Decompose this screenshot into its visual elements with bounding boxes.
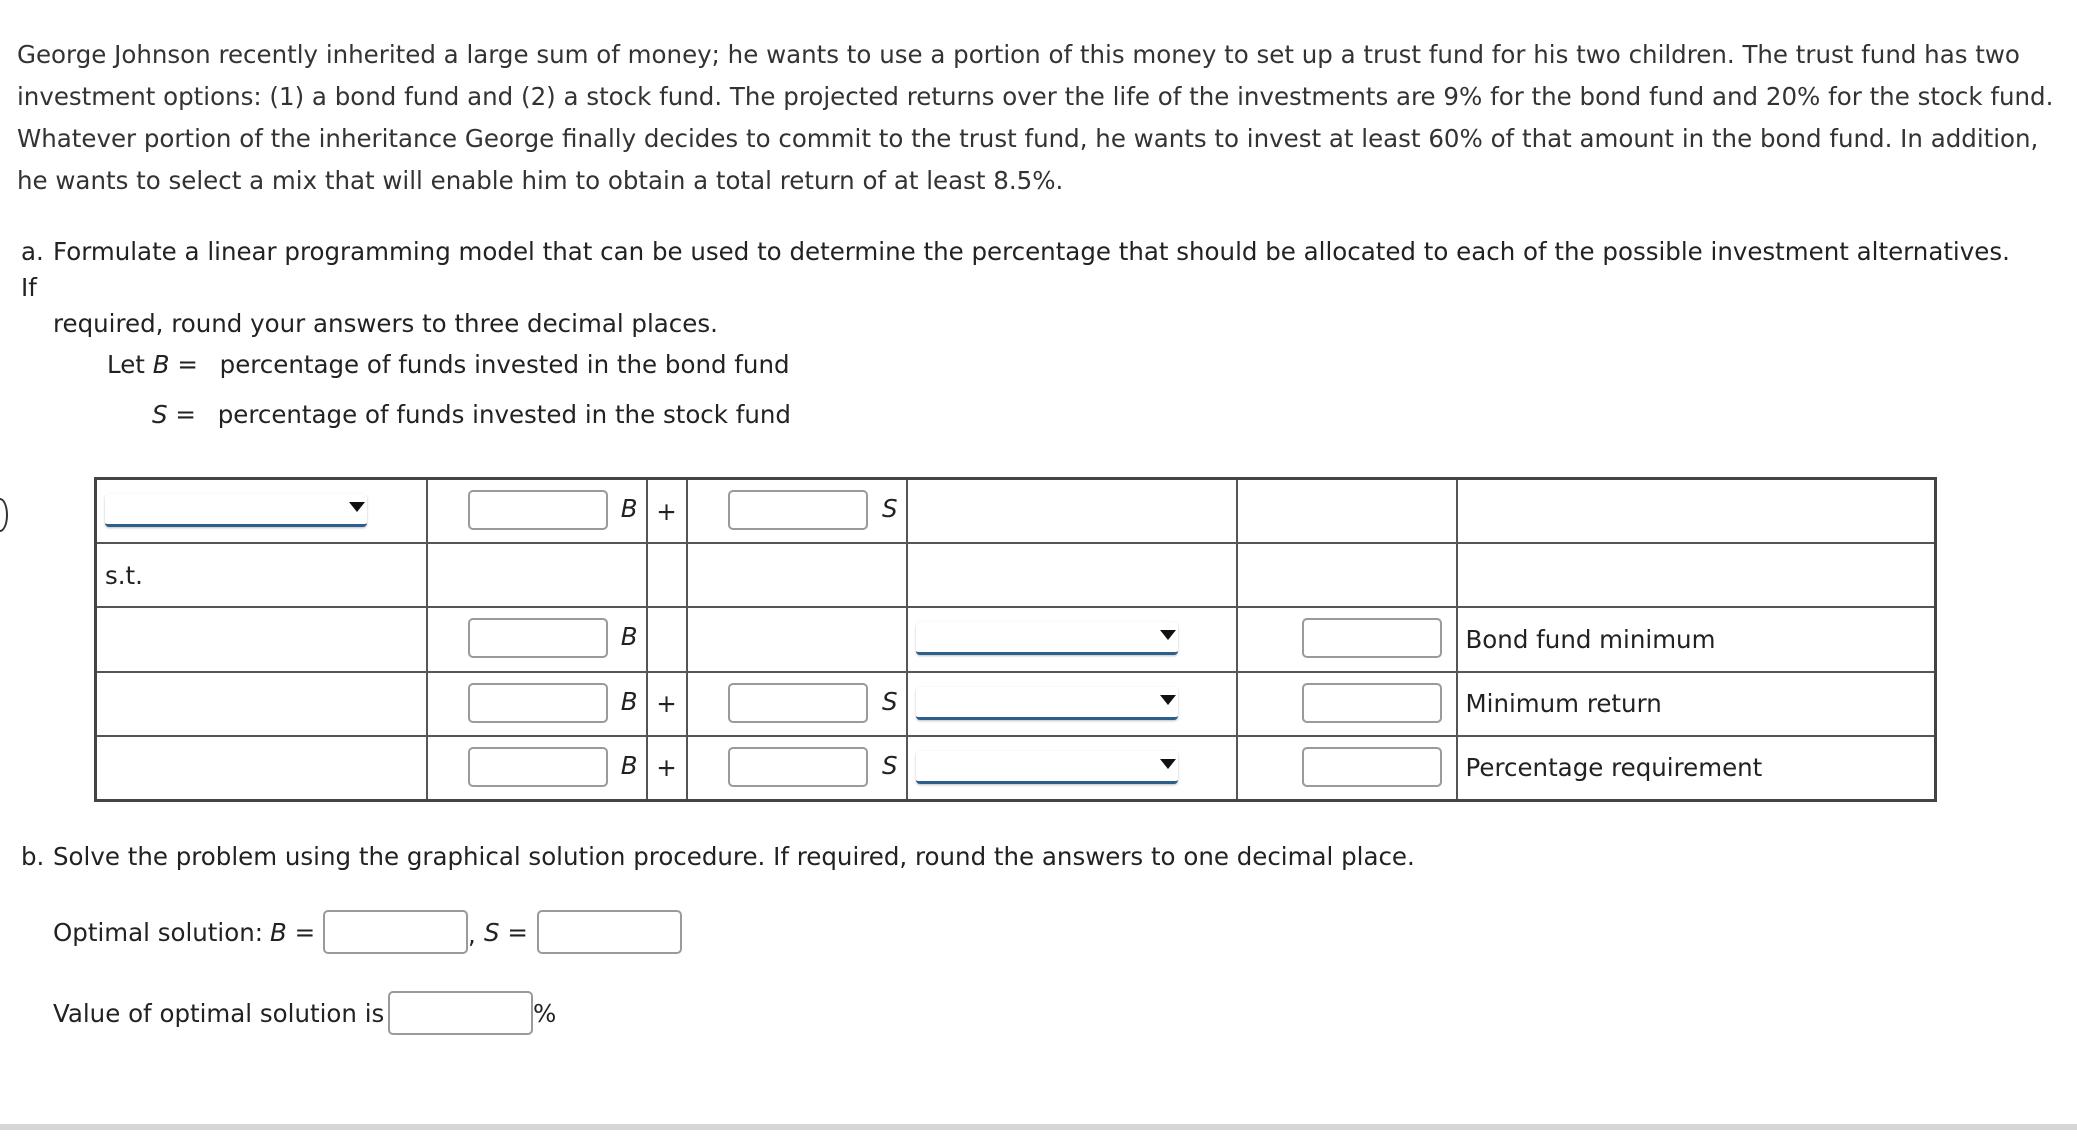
rhs-cell: [1237, 607, 1457, 671]
empty-cell: [1457, 543, 1936, 607]
empty-cell: [647, 607, 687, 671]
bottom-divider: [0, 1124, 2077, 1130]
plus-cell: +: [647, 672, 687, 736]
relation-cell: [907, 672, 1237, 736]
relation-cell: [907, 736, 1237, 801]
var-b: B: [270, 918, 287, 947]
b-equals-label: [270, 918, 315, 948]
part-a-instructions: [21, 234, 2021, 342]
var-s-label: S: [881, 494, 898, 523]
part-b-text: Solve the problem using the graphical solution procedure. If required, round the answers to one decimal place.: [53, 842, 1415, 871]
constraint3-rhs-input[interactable]: [1302, 747, 1442, 787]
empty-cell: [427, 543, 647, 607]
part-b-instructions: [21, 842, 2021, 872]
empty-cell: [907, 479, 1237, 544]
empty-cell: [1237, 479, 1457, 544]
b-definition: percentage of funds invested in the bond fund: [219, 350, 790, 379]
constraint3-s-coefficient-input[interactable]: [728, 747, 868, 787]
constraint-label: Bond fund minimum: [1457, 607, 1936, 671]
clipped-heading: [120, 0, 400, 4]
constraint2-relation-dropdown[interactable]: [916, 687, 1178, 720]
s-coef-cell: [687, 479, 907, 544]
optimal-value-label: Value of optimal solution is: [53, 999, 385, 1028]
objective-b-coefficient-input[interactable]: [468, 490, 608, 530]
optimal-s-input[interactable]: [537, 910, 682, 954]
equals: =: [507, 918, 528, 947]
constraint1-rhs-input[interactable]: [1302, 618, 1442, 658]
percent-sign: %: [533, 999, 557, 1028]
equals: =: [177, 350, 198, 379]
objective-dropdown[interactable]: [105, 494, 367, 527]
empty-cell: [1237, 543, 1457, 607]
s-coef-cell: [687, 736, 907, 801]
problem-statement: George Johnson recently inherited a large sum of money; he wants to use a portion of this money to set up a trust fund for his two children. The trust fund has two investment options: (1) a bond fund and (2) a stock fund. The projected returns over the life of the investments are 9% for the bond fund and 20% for the stock fund. Whatever portion of the inheritance George finally decides to commit to the trust fund, he wants to invest at least 60% of that amount in the bond fund. In addition, he wants to select a mix that will enable him to obtain a total return of at least 8.5%.: [17, 40, 2054, 195]
empty-cell: [96, 607, 427, 671]
optimal-b-input[interactable]: [323, 910, 468, 954]
constraint3-b-coefficient-input[interactable]: [468, 747, 608, 787]
constraint1-b-coefficient-input[interactable]: [468, 618, 608, 658]
definition-s: [152, 400, 791, 430]
constraint-row: [96, 672, 1936, 736]
empty-cell: [1457, 479, 1936, 544]
constraint2-b-coefficient-input[interactable]: [468, 683, 608, 723]
objective-type-cell: [96, 479, 427, 544]
empty-cell: [687, 543, 907, 607]
var-b-label: B: [620, 686, 638, 716]
var-s-label: S: [881, 750, 898, 780]
objective-s-coefficient-input[interactable]: [728, 490, 868, 530]
edge-marker: [0, 498, 8, 532]
empty-cell: [96, 736, 427, 801]
b-coef-cell: [427, 736, 647, 801]
empty-cell: [907, 543, 1237, 607]
part-a-text-cont: required, round your answers to three decimal places.: [53, 309, 718, 338]
let-word: Let: [107, 350, 145, 379]
chevron-down-icon: [1160, 630, 1176, 640]
var-b-label: B: [620, 750, 638, 780]
plus-cell: +: [647, 736, 687, 801]
var-s: S: [152, 400, 168, 429]
constraint3-relation-dropdown[interactable]: [916, 751, 1178, 784]
part-b-letter: b.: [21, 842, 45, 871]
var-b-label: B: [620, 622, 638, 652]
chevron-down-icon: [349, 502, 365, 512]
equals: =: [175, 400, 196, 429]
empty-cell: [687, 607, 907, 671]
empty-cell: [96, 672, 427, 736]
empty-cell: [647, 543, 687, 607]
b-coef-cell: [427, 672, 647, 736]
optimal-solution-label: Optimal solution:: [53, 918, 263, 947]
constraint-row: [96, 607, 1936, 671]
s-definition: percentage of funds invested in the stock fund: [217, 400, 791, 429]
var-b: B: [152, 350, 170, 379]
optimal-value-input[interactable]: [388, 991, 533, 1035]
st-row: [96, 543, 1936, 607]
var-s-label: S: [881, 686, 898, 716]
s-equals-label: [484, 918, 528, 948]
comma: ,: [468, 920, 476, 949]
relation-cell: [907, 607, 1237, 671]
constraint-label: Minimum return: [1457, 672, 1936, 736]
constraint-label: Percentage requirement: [1457, 736, 1936, 801]
lp-model-table: [94, 477, 1937, 802]
chevron-down-icon: [1160, 695, 1176, 705]
var-s: S: [484, 918, 500, 947]
part-a-text: Formulate a linear programming model that can be used to determine the percentage that should be allocated to each of the possible investment alternatives. If: [21, 237, 2010, 302]
s-coef-cell: [687, 672, 907, 736]
constraint2-s-coefficient-input[interactable]: [728, 683, 868, 723]
constraint2-rhs-input[interactable]: [1302, 683, 1442, 723]
b-coef-cell: [427, 607, 647, 671]
st-label: s.t.: [96, 543, 427, 607]
rhs-cell: [1237, 736, 1457, 801]
constraint-row: [96, 736, 1936, 801]
chevron-down-icon: [1160, 759, 1176, 769]
b-coef-cell: [427, 479, 647, 544]
definition-b: [107, 350, 790, 380]
part-a-letter: a.: [21, 237, 44, 266]
objective-row: [96, 479, 1936, 544]
plus-cell: +: [647, 479, 687, 544]
var-b-label: B: [620, 494, 638, 523]
rhs-cell: [1237, 672, 1457, 736]
constraint1-relation-dropdown[interactable]: [916, 622, 1178, 655]
equals: =: [294, 918, 316, 947]
